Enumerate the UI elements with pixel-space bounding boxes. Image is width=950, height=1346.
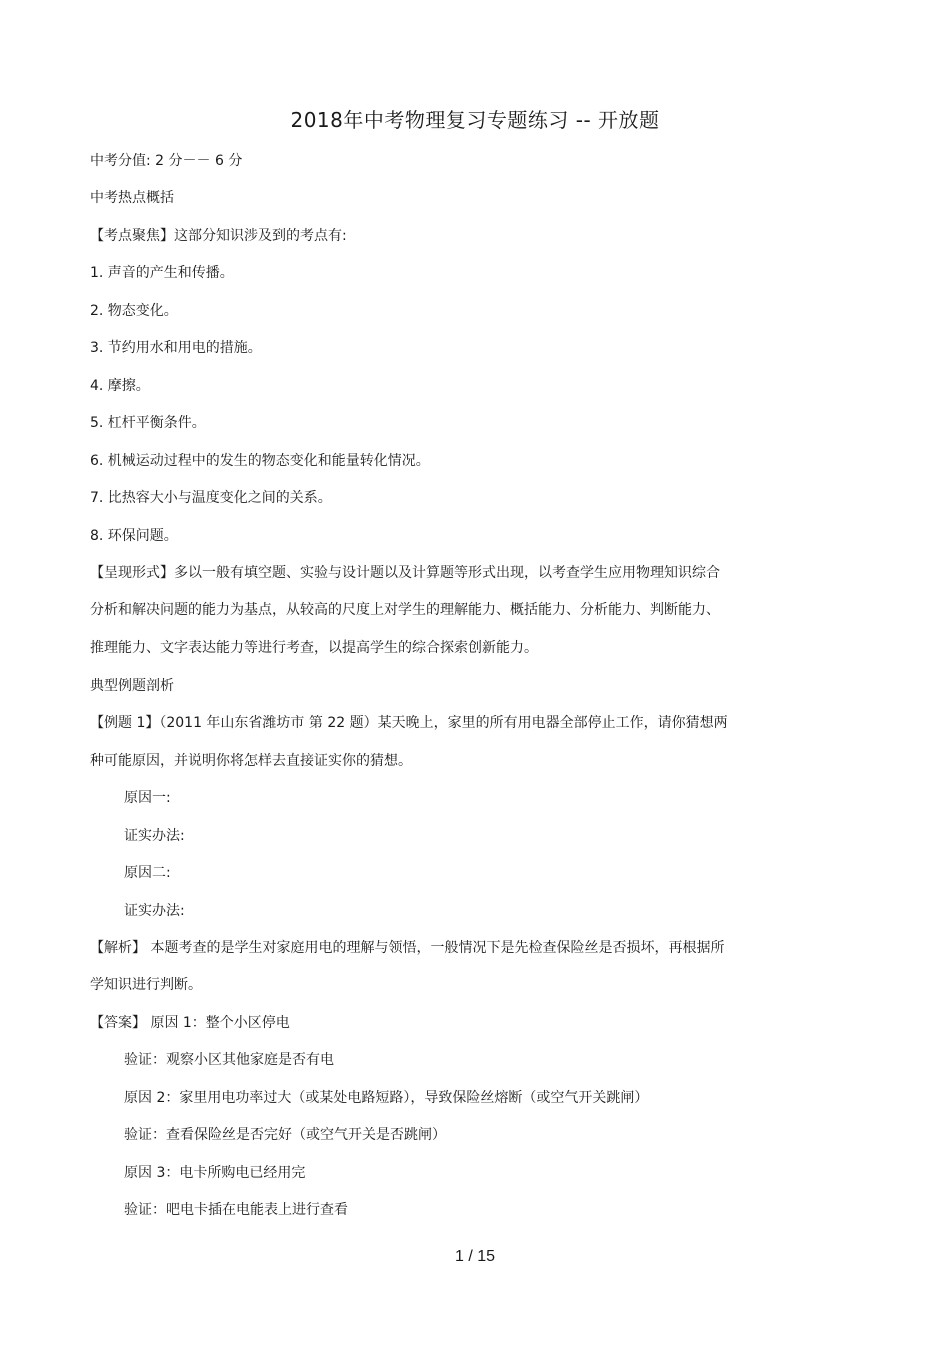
answer-line: 原因 3：电卡所购电已经用完 [124,1165,306,1181]
answer-line: 【答案】 原因 1：整个小区停电 [90,1015,290,1031]
list-item: 7. 比热容大小与温度变化之间的关系。 [90,490,332,506]
page-number: 1 / 15 [454,1248,496,1265]
focus-intro: 【考点聚焦】这部分知识涉及到的考点有: [90,228,347,244]
section-heading: 中考热点概括 [90,190,174,206]
answer-prompt: 原因二: [124,865,171,881]
answer-line: 原因 2：家里用电功率过大（或某处电路短路），导致保险丝熔断（或空气开关跳闸） [124,1090,649,1106]
answer-line: 验证：查看保险丝是否完好（或空气开关是否跳闸） [124,1127,446,1143]
document-title: 2018年中考物理复习专题练习 -- 开放题 [290,108,660,132]
list-item: 1. 声音的产生和传播。 [90,265,234,281]
paragraph-line: 分析和解决问题的能力为基点，从较高的尺度上对学生的理解能力、概括能力、分析能力、判断能力、 [90,602,720,618]
answer-line: 验证：观察小区其他家庭是否有电 [124,1052,334,1068]
list-item: 6. 机械运动过程中的发生的物态变化和能量转化情况。 [90,453,430,469]
answer-prompt: 证实办法: [124,828,185,844]
example-question: 种可能原因，并说明你将怎样去直接证实你的猜想。 [90,753,412,769]
list-item: 4. 摩擦。 [90,378,150,394]
analysis-line: 【解析】 本题考查的是学生对家庭用电的理解与领悟，一般情况下是先检查保险丝是否损坏，再根据所 [90,940,725,956]
list-item: 5. 杠杆平衡条件。 [90,415,206,431]
list-item: 2. 物态变化。 [90,303,178,319]
answer-prompt: 原因一: [124,790,171,806]
score-range: 中考分值: 2 分－－ 6 分 [90,153,243,169]
section-heading: 典型例题剖析 [90,678,174,694]
answer-prompt: 证实办法: [124,903,185,919]
answer-line: 验证：吧电卡插在电能表上进行查看 [124,1202,348,1218]
list-item: 8. 环保问题。 [90,528,178,544]
list-item: 3. 节约用水和用电的措施。 [90,340,262,356]
example-question: 【例题 1】（2011 年山东省潍坊市 第 22 题）某天晚上，家里的所有用电器全部停止工作，请你猜想两 [90,715,728,731]
paragraph-line: 推理能力、文字表达能力等进行考查，以提高学生的综合探索创新能力。 [90,640,538,656]
paragraph-line: 【呈现形式】多以一般有填空题、实验与设计题以及计算题等形式出现，以考查学生应用物理知识综合 [90,565,720,581]
analysis-line: 学知识进行判断。 [90,977,202,993]
